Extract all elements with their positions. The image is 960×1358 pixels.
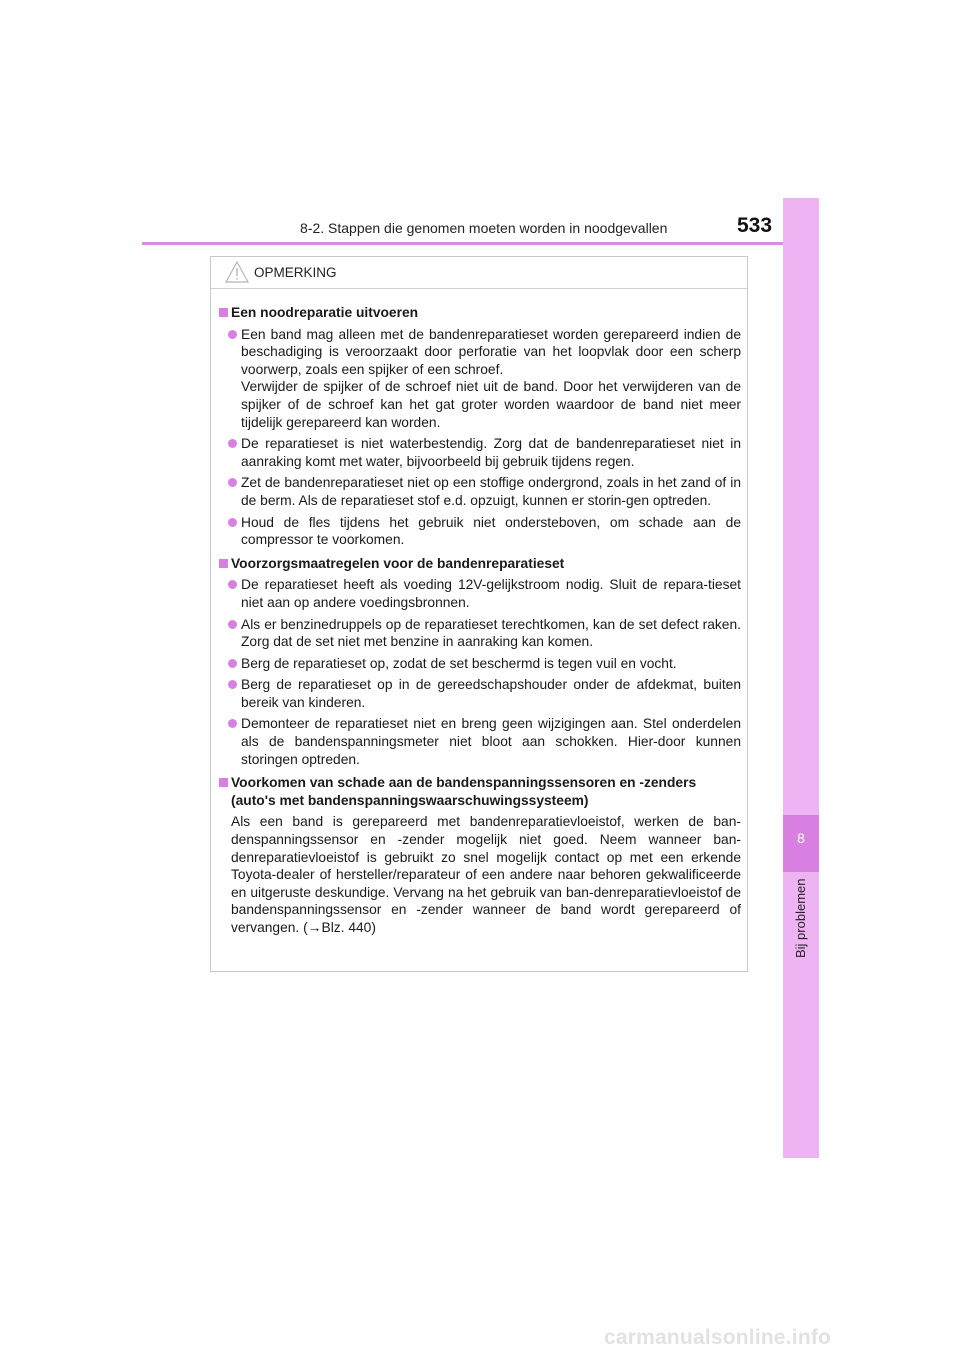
watermark: carmanualsonline.info xyxy=(604,1326,832,1349)
header-divider xyxy=(142,242,818,245)
list-item: Berg de reparatieset op in de gereedschapshouder onder de afdekmat, buiten bereik van kinderen. xyxy=(219,676,741,711)
list-item: Als er benzinedruppels op de reparatieset terechtkomen, kan de set defect raken. Zorg dat de set niet met benzine in aanraking kan komen. xyxy=(219,616,741,651)
section-heading: Voorzorgsmaatregelen voor de bandenreparatieset xyxy=(219,555,741,573)
square-bullet-icon xyxy=(219,559,228,568)
list-item: Demonteer de reparatieset niet en breng geen wijzigingen aan. Stel onderdelen als de bandenspanningsmeter niet bloot aan schokken. Hier-door kunnen storingen optreden. xyxy=(219,715,741,768)
list-item: Zet de bandenreparatieset niet op een stoffige ondergrond, zoals in het zand of in de berm. Als de reparatieset stof e.d. opzuigt, kunnen er storin-gen optreden. xyxy=(219,474,741,509)
round-bullet-icon xyxy=(228,719,237,728)
page-number: 533 xyxy=(737,214,773,237)
notice-title: OPMERKING xyxy=(254,265,337,280)
round-bullet-icon xyxy=(228,580,237,589)
list-item: De reparatieset is niet waterbestendig. Zorg dat de bandenreparatieset niet in aanraking komt met water, bijvoorbeeld bij gebruik tijdens regen. xyxy=(219,435,741,470)
round-bullet-icon xyxy=(228,439,237,448)
list-item: Houd de fles tijdens het gebruik niet ondersteboven, om schade aan de compressor te voorkomen. xyxy=(219,514,741,549)
list-item: Een band mag alleen met de bandenreparatieset worden gerepareerd indien de beschadiging is veroorzaakt door perforatie van het loopvlak door een scherp voorwerp, zoals een spijker of een schroef. Verwijder de spijker of de schroef niet uit de band. Door het verwijderen van de spijker of de schroef kan het gat groter worden waardoor de band niet meer tijdelijk gerepareerd kan worden. xyxy=(219,326,741,432)
round-bullet-icon xyxy=(228,330,237,339)
round-bullet-icon xyxy=(228,659,237,668)
section-heading: Voorkomen van schade aan de bandenspanningssensoren en -zenders (auto's met bandenspanningswaarschuwingssysteem) xyxy=(219,774,741,809)
chapter-label: Bij problemen xyxy=(793,878,808,958)
notice-body xyxy=(211,289,747,937)
section-title: 8-2. Stappen die genomen moeten worden in noodgevallen xyxy=(300,220,668,236)
chapter-number: 8 xyxy=(797,830,805,846)
round-bullet-icon xyxy=(228,680,237,689)
round-bullet-icon xyxy=(228,518,237,527)
paragraph: Als een band is gerepareerd met bandenreparatievloeistof, werken de ban-denspanningssensor en -zender mogelijk niet goed. Neem wanneer ban-denreparatievloeistof is gebruikt zo snel mogelijk contact op met een erkende Toyota-dealer of hersteller/reparateur of een andere naar behoren gekwalificeerde en uitgeruste deskundige. Vervang na het gebruik van ban-denreparatievloeistof de bandenspanningssensor en -zender wanneer de band wordt gerepareerd of vervangen. (→Blz. 440) xyxy=(231,814,741,935)
list-item: Berg de reparatieset op, zodat de set beschermd is tegen vuil en vocht. xyxy=(219,655,741,673)
section-heading: Een noodreparatie uitvoeren xyxy=(219,304,741,322)
notice-header xyxy=(211,257,747,289)
square-bullet-icon xyxy=(219,308,228,317)
notice-box xyxy=(210,256,748,972)
square-bullet-icon xyxy=(219,778,228,787)
round-bullet-icon xyxy=(228,620,237,629)
list-item: De reparatieset heeft als voeding 12V-gelijkstroom nodig. Sluit de repara-tieset niet aan op andere voedingsbronnen. xyxy=(219,576,741,611)
warning-triangle-icon xyxy=(225,261,249,283)
chapter-side-tab xyxy=(783,198,819,1158)
round-bullet-icon xyxy=(228,478,237,487)
